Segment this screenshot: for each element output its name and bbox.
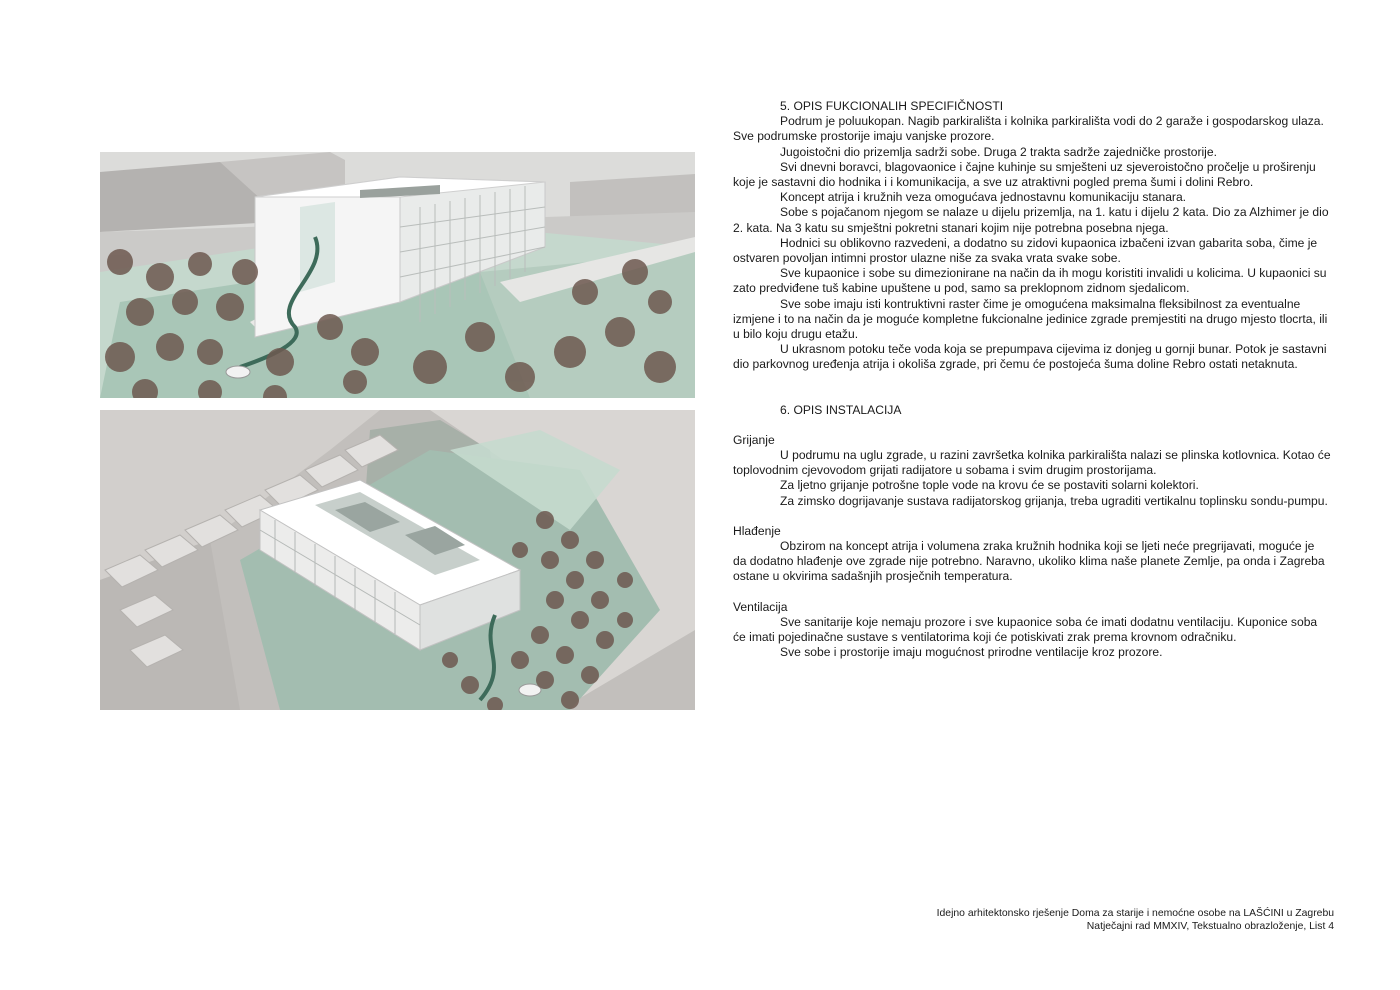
spacer	[733, 585, 1331, 600]
subheading-hladjenje: Hlađenje	[733, 523, 781, 538]
paragraph: Sobe s pojačanom njegom se nalaze u dijelu prizemlja, na 1. katu i dijelu 2 kata. Dio za Alzhimer je dio 2. kata. Na 3 katu su smještni pokretni stanari kojim nije potrebna posebna njega.	[733, 205, 1329, 235]
footer-subtitle: Natječajni rad MMXIV, Tekstualno obrazloženje, List 4	[1086, 921, 1334, 932]
spacer	[733, 418, 1331, 433]
paragraph: Koncept atrija i kružnih veza omogućava jednostavnu komunikaciju stanara.	[780, 190, 1187, 205]
paragraph: Hodnici su oblikovno razvedeni, a dodatno su zidovi kupaonica izbačeni izvan gabarita soba, čime je ostvaren povoljan intimni prostor ulazne niše za svaka vrata svake sobe.	[733, 235, 1318, 266]
paragraph: Za ljetno grijanje potrošne tople vode na krovu će se postaviti solarni kolektori.	[780, 478, 1199, 493]
page-footer	[734, 907, 1334, 933]
paragraph: Sve sanitarije koje nemaju prozore i sve kupaonice soba će imati dodatnu ventilaciju. Kuponice soba će imati pojedinačne sustave s ventilatorima koji će potiskivati zrak prema krovnom odračniku.	[733, 614, 1318, 645]
paragraph: Obzirom na koncept atrija i volumena zraka kružnih hodnika koji se ljeti neće pregrijavati, moguće je da dodatno hlađenje ove zgrade nije potrebno. Naravno, ukoliko klima naše planete Zemlje, pa onda i Zagreba ostane u okvirima sadašnjih prosječnih temperatura.	[733, 539, 1325, 584]
spacer	[733, 509, 1331, 524]
paragraph: Jugoistočni dio prizemlja sadrži sobe. Druga 2 trakta sadrže zajedničke prostorije.	[780, 144, 1217, 159]
paragraph: Sve sobe imaju isti kontruktivni raster čime je omogućena maksimalna fleksibilnost za eventualne izmjene i to na način da je moguće kompletne fukcionalne jedinice zgrade premjestiti na drugo mjesto tlocrta, ili u bilo koju drugu etažu.	[733, 296, 1328, 342]
aerial-render	[100, 410, 695, 710]
subheading-ventilacija: Ventilacija	[733, 599, 788, 614]
paragraph: Sve kupaonice i sobe su dimezionirane na način da ih mogu koristiti invalidi u kolicima. U kupaonici su zato predviđene tuš kabine upuštene u pod, samo sa preklopnom zidnom sjedalicom.	[733, 266, 1327, 296]
perspective-render	[100, 152, 695, 398]
paragraph: Svi dnevni boravci, blagovaonice i čajne kuhinje su smješteni uz sjeveroistočno pročelje u proširenju koje je sastavni dio hodnika i i komunikacija, a sve uz atraktivni pogled prema šumi i dolini Rebro.	[733, 159, 1316, 190]
spacer	[733, 373, 1331, 403]
paragraph: Sve sobe i prostorije imaju mogućnost prirodne ventilacije kroz prozore.	[780, 645, 1163, 660]
paragraph: Podrum je poluukopan. Nagib parkirališta i kolnika parkirališta vodi do 2 garaže i gospodarskog ulaza. Sve podrumske prostorije imaju vanjske prozore.	[733, 114, 1324, 144]
paragraph: Za zimsko dogrijavanje sustava radijatorskog grijanja, treba ugraditi vertikalnu toplinsku sondu-pumpu.	[780, 493, 1328, 508]
paragraph: U ukrasnom potoku teče voda koja se prepumpava cijevima iz donjeg u gornji bunar. Potok je sastavni dio parkovnog uređenja atrija i okoliša zgrade, pri čemu će postojeća šuma doline Rebro ostati netaknuta.	[733, 342, 1327, 372]
footer-title: Idejno arhitektonsko rješenje Doma za starije i nemoćne osobe na LAŠĆINI u Zagrebu	[936, 908, 1334, 919]
section5-heading: 5. OPIS FUKCIONALIH SPECIFIČNOSTI	[780, 99, 1004, 113]
paragraph: U podrumu na uglu zgrade, u razini završetka kolnika parkirališta nalazi se plinska kotlovnica. Kotao će toplovodnim cjevovodom grijati radijatore u sobama i svim drugim prostorijama.	[733, 448, 1331, 478]
section6-heading: 6. OPIS INSTALACIJA	[780, 402, 902, 417]
text-column	[733, 99, 1331, 661]
subheading-grijanje: Grijanje	[733, 432, 775, 447]
